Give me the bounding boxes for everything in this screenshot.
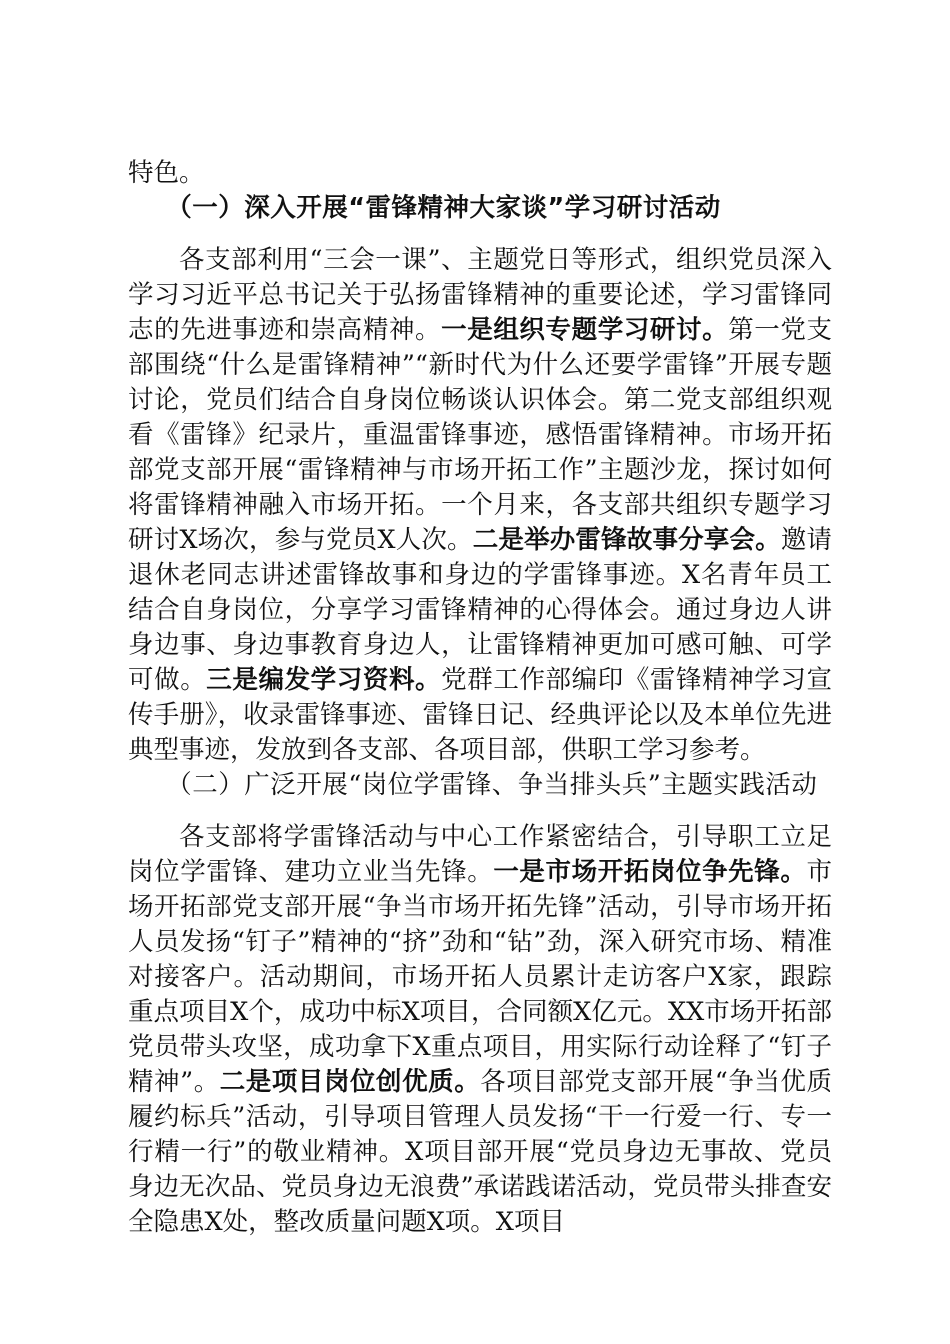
paragraph-continuation bbox=[128, 156, 832, 191]
paragraph-1-sentence: 第一党支部围绕“什么是雷锋精神”“新时代为什么还要学雷锋”开展专题讨论，党员们结合自身岗位畅谈认识体会。第二党支部组织观看《雷锋》纪录片，重温雷锋事迹，感悟雷锋精神。市场开拓部党支部开展“雷锋精神与市场开拓工作”主题沙龙，探讨如何将雷锋精神融入市场开拓。一个月来，各支部共组织专题学习研讨X场次，参与党员X人次。 bbox=[128, 315, 832, 555]
paragraph-1-emphasis: 三是编发学习资料。 bbox=[206, 665, 442, 695]
paragraph-1-sentence: 各支部利用“三会一课”、主题党日等形式，组织党员深入学习习近平总书记关于弘扬雷锋精神的重要论述，学习雷锋同志的先进事迹和崇高精神。 bbox=[128, 245, 832, 345]
paragraph-1-emphasis: 二是举办雷锋故事分享会。 bbox=[472, 525, 781, 555]
document-body bbox=[128, 156, 832, 1240]
section-heading-1 bbox=[128, 191, 832, 226]
paragraph-text: 特色。 bbox=[128, 158, 205, 188]
paragraph-2-sentence: 各支部将学雷锋活动与中心工作紧密结合，引导职工立足岗位学雷锋、建功立业当先锋。 bbox=[128, 822, 832, 887]
paragraph-2-sentence: 各项目部党支部开展“争当优质履约标兵”活动，引导项目管理人员发扬“干一行爱一行、专一行精一行”的敬业精神。X项目部开展“党员身边无事故、党员身边无次品、党员身边无浪费”承诺践诺活动，党员带头排查安全隐患X处，整改质量问题X项。X项目 bbox=[128, 1067, 832, 1237]
section-heading-2-text: （二）广泛开展“岗位学雷锋、争当排头兵”主题实践活动 bbox=[166, 770, 818, 800]
paragraph-1-sentence: 邀请退休老同志讲述雷锋故事和身边的学雷锋事迹。X名青年员工结合自身岗位，分享学习雷锋精神的心得体会。通过身边人讲身边事、身边事教育身边人，让雷锋精神更加可感可触、可学可做。 bbox=[128, 525, 832, 695]
paragraph-1-emphasis: 一是组织专题学习研讨。 bbox=[441, 315, 729, 345]
paragraph-2-emphasis: 二是项目岗位创优质。 bbox=[219, 1067, 481, 1097]
paragraph-1-sentence: 党群工作部编印《雷锋精神学习宣传手册》，收录雷锋事迹、雷锋日记、经典评论以及本单位先进典型事迹，发放到各支部、各项目部，供职工学习参考。 bbox=[128, 665, 832, 765]
paragraph-1 bbox=[128, 243, 832, 768]
paragraph-2-emphasis: 一是市场开拓岗位争先锋。 bbox=[493, 857, 807, 887]
section-heading-2 bbox=[128, 768, 832, 803]
paragraph-2-sentence: 市场开拓部党支部开展“争当市场开拓先锋”活动，引导市场开拓人员发扬“钉子”精神的“挤”劲和“钻”劲，深入研究市场、精准对接客户。活动期间，市场开拓人员累计走访客户X家，跟踪重点项目X个，成功中标X项目，合同额X亿元。XX市场开拓部党员带头攻坚，成功拿下X重点项目，用实际行动诠释了“钉子精神”。 bbox=[128, 857, 832, 1097]
section-heading-1-text: （一）深入开展“雷锋精神大家谈”学习研讨活动 bbox=[166, 193, 721, 223]
paragraph-2 bbox=[128, 820, 832, 1240]
